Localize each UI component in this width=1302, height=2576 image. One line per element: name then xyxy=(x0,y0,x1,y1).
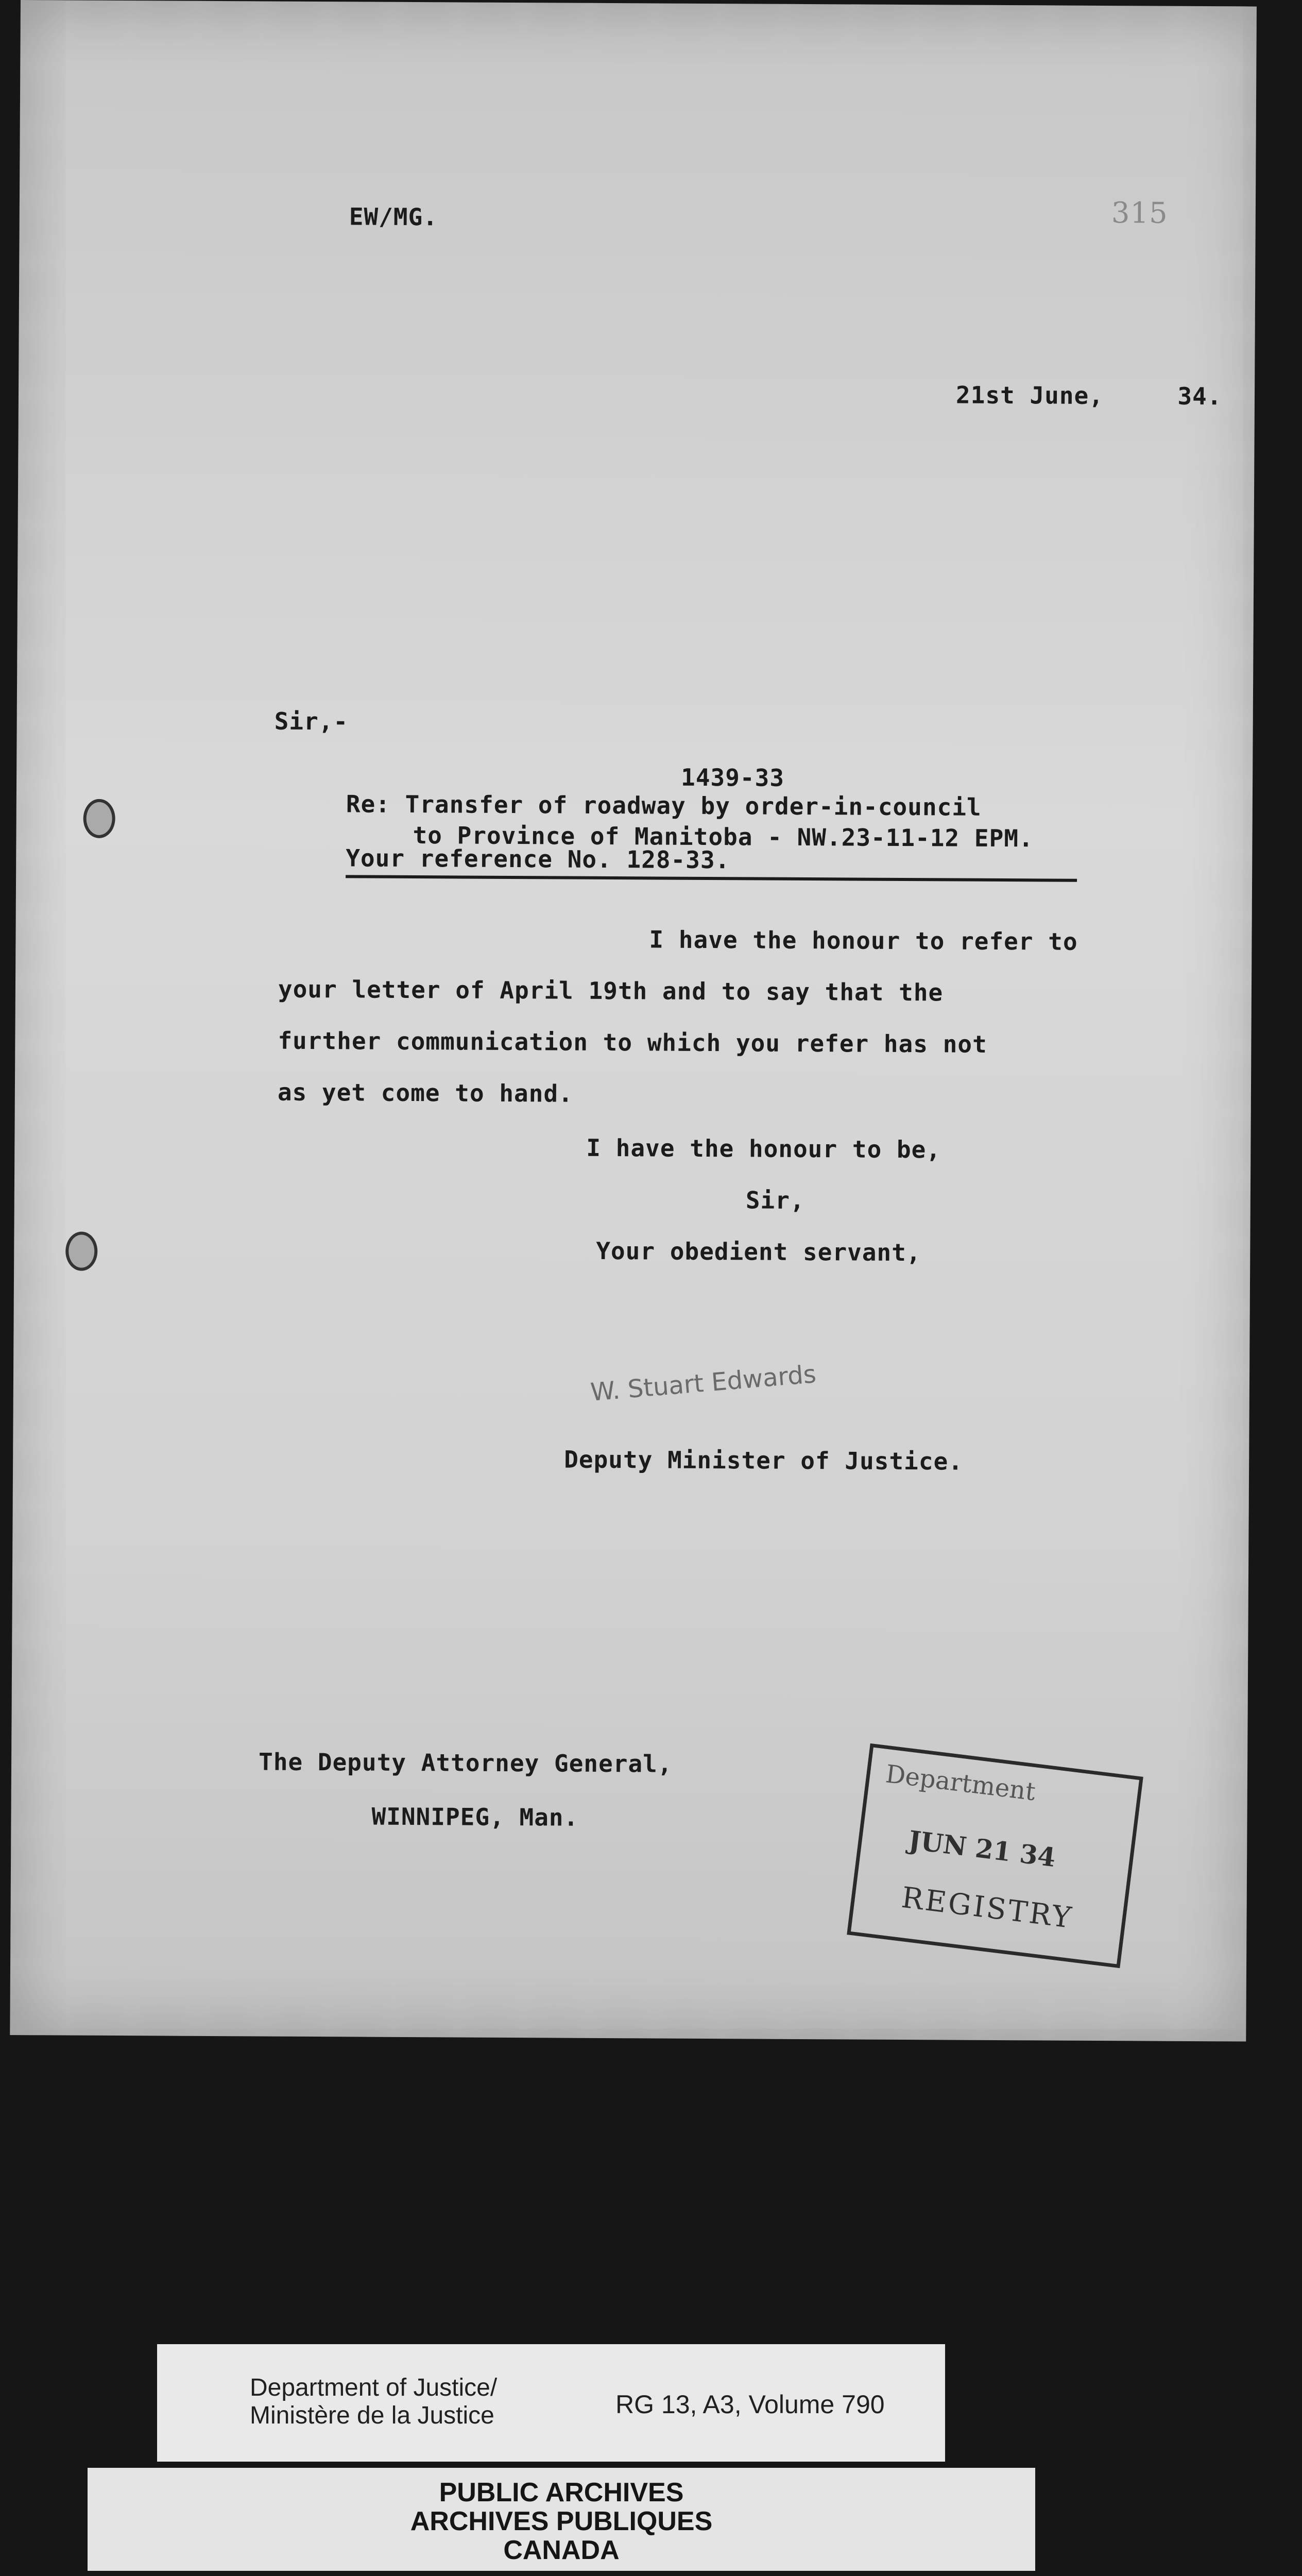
stamp-date: JUN 21 34 xyxy=(906,1824,1057,1873)
closing-line-1: I have the honour to be, xyxy=(586,1133,941,1164)
body-line-4: as yet come to hand. xyxy=(277,1078,573,1108)
body-line-2: your letter of April 19th and to say that the xyxy=(278,975,944,1007)
stamp-department: Department xyxy=(884,1759,1037,1807)
public-archives-label xyxy=(88,2468,1035,2571)
signatory-title: Deputy Minister of Justice. xyxy=(564,1445,964,1476)
signature-stamp: W. Stuart Edwards xyxy=(589,1360,817,1407)
subject-line-2: to Province of Manitoba - NW.23-11-12 EPM. xyxy=(413,821,1034,853)
department-name-fr: Ministère de la Justice xyxy=(250,2402,494,2429)
letter-date: 21st June, 34. xyxy=(955,381,1222,411)
closing-line-3: Your obedient servant, xyxy=(596,1236,921,1267)
body-line-1: I have the honour to refer to xyxy=(649,925,1078,956)
subject-underline xyxy=(346,875,1077,882)
archives-line-2: ARCHIVES PUBLIQUES xyxy=(410,2506,713,2536)
letter-page xyxy=(10,0,1257,2042)
file-mark: 315 xyxy=(1111,196,1168,230)
punch-hole-bottom xyxy=(65,1231,97,1270)
initials: EW/MG. xyxy=(349,202,438,231)
body-line-3: further communication to which you refer has not xyxy=(278,1026,987,1058)
addressee-line-2: WINNIPEG, Man. xyxy=(371,1802,579,1832)
salutation: Sir,- xyxy=(274,707,349,736)
punch-hole-top xyxy=(83,799,115,838)
archive-reference-label xyxy=(157,2344,945,2462)
department-name-en: Department of Justice/ xyxy=(250,2374,498,2401)
subject-line-3: Your reference No. 128-33. xyxy=(346,844,730,874)
department-name xyxy=(250,2374,497,2430)
closing-line-2: Sir, xyxy=(745,1186,805,1215)
file-number: 1439-33 xyxy=(680,763,785,792)
archives-line-3: CANADA xyxy=(503,2535,620,2565)
archive-reference: RG 13, A3, Volume 790 xyxy=(615,2390,885,2419)
addressee-line-1: The Deputy Attorney General, xyxy=(258,1748,673,1778)
registry-stamp xyxy=(847,1743,1143,1968)
subject-line-1: Re: Transfer of roadway by order-in-council xyxy=(346,790,982,821)
stamp-registry: REGISTRY xyxy=(899,1880,1075,1936)
archives-line-1: PUBLIC ARCHIVES xyxy=(439,2478,684,2507)
